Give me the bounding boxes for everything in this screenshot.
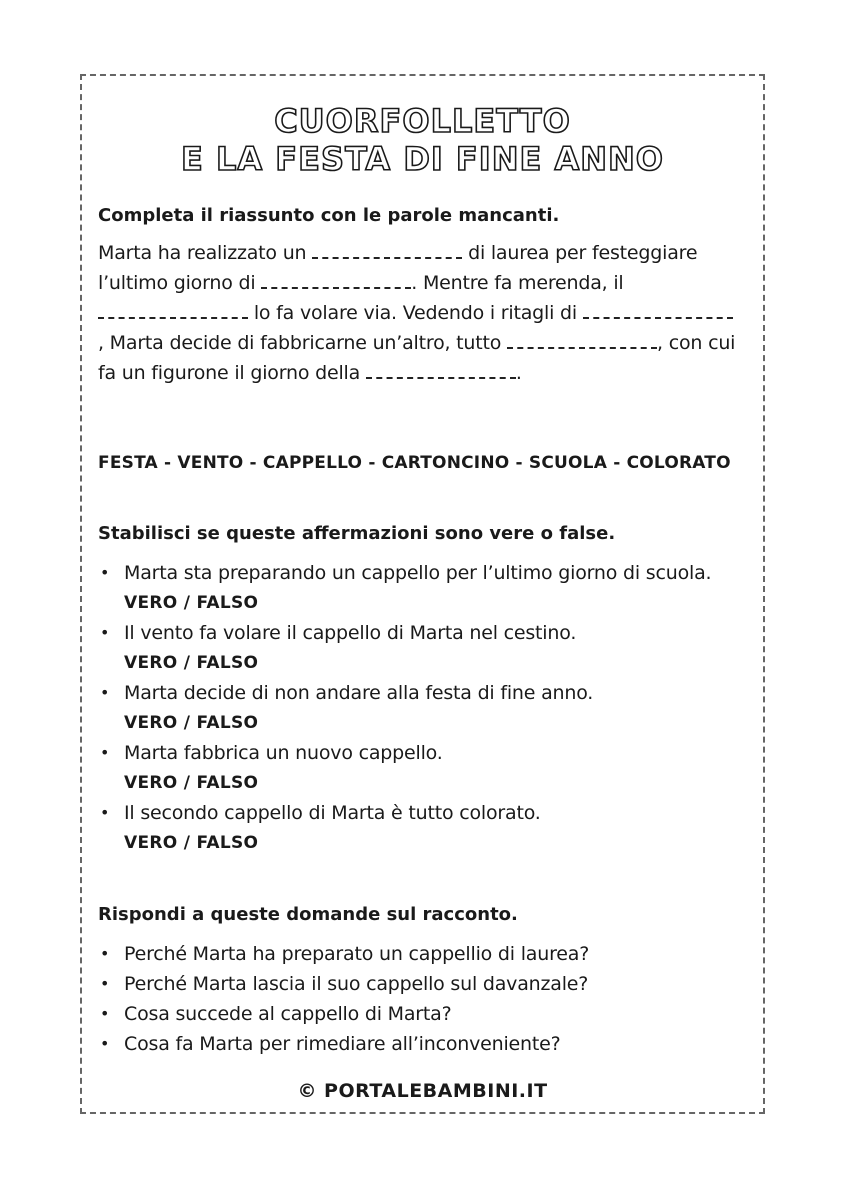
list-item [98,678,738,738]
summary-paragraph [98,238,738,388]
questions-heading: Rispondi a queste domande sul racconto. [98,904,518,925]
list-item [98,798,738,858]
list-item: • Perché Marta ha preparato un cappellio di laurea? [98,939,738,969]
list-item: • Cosa fa Marta per rimediare all’inconveniente? [98,1029,738,1059]
summary-segment: , Marta decide di fabbricarne un’altro, tutto [98,332,502,354]
questions-section [98,903,738,1059]
title-line-2: E LA FESTA DI FINE ANNO [181,140,664,178]
true-false-list [98,558,738,858]
true-false-section [98,522,738,858]
word-bank-section [98,448,738,478]
statement-text: Marta fabbrica un nuovo cappello. [124,742,443,764]
fill-blank-1[interactable] [312,241,462,259]
true-false-answer[interactable]: VERO / FALSO [124,653,259,673]
fill-blank-2[interactable] [261,271,411,289]
list-item [98,738,738,798]
fill-blank-5[interactable] [507,331,657,349]
list-item: • Perché Marta lascia il suo cappello sul davanzale? [98,969,738,999]
summary-segment: lo fa volare via. Vedendo i ritagli di [253,302,577,324]
title-line-1: CUORFOLLETTO [274,102,571,140]
summary-segment: Marta ha realizzato un [98,242,307,264]
statement-text: Marta sta preparando un cappello per l’ultimo giorno di scuola. [124,562,712,584]
page-title [80,102,765,178]
summary-heading: Completa il riassunto con le parole mancanti. [98,205,560,226]
true-false-answer[interactable]: VERO / FALSO [124,833,259,853]
statement-text: Il secondo cappello di Marta è tutto colorato. [124,802,541,824]
summary-segment: di laurea per festeggiare l’ultimo giorno di [98,242,698,294]
copyright-footer: © PORTALEBAMBINI.IT [297,1080,548,1102]
list-item [98,558,738,618]
fill-blank-4[interactable] [583,301,733,319]
true-false-answer[interactable]: VERO / FALSO [124,713,259,733]
list-item [98,618,738,678]
statement-text: Il vento fa volare il cappello di Marta nel cestino. [124,622,577,644]
fill-blank-3[interactable] [98,301,248,319]
summary-segment: , con cui fa un figurone il giorno della [98,332,736,384]
summary-segment: . Mentre fa merenda, il [411,272,624,294]
word-bank: FESTA - VENTO - CAPPELLO - CARTONCINO - SCUOLA - COLORATO [98,453,731,473]
questions-list [98,939,738,1059]
list-item: • Cosa succede al cappello di Marta? [98,999,738,1029]
true-false-heading: Stabilisci se queste affermazioni sono vere o false. [98,523,616,544]
summary-section [98,204,738,388]
statement-text: Marta decide di non andare alla festa di fine anno. [124,682,594,704]
true-false-answer[interactable]: VERO / FALSO [124,773,259,793]
fill-blank-6[interactable] [366,361,516,379]
true-false-answer[interactable]: VERO / FALSO [124,593,259,613]
summary-segment: . [515,362,522,384]
